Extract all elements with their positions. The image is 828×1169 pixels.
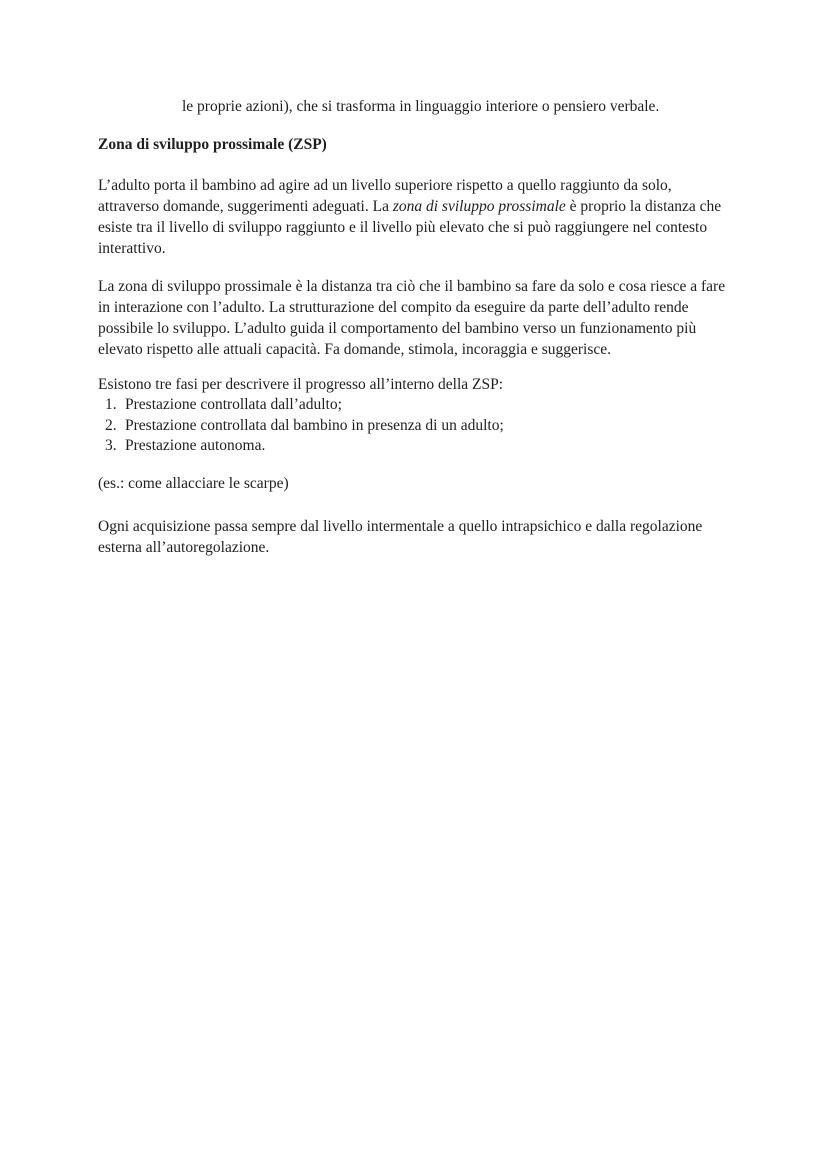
- list-item-text: Prestazione controllata dall’adulto;: [125, 396, 342, 413]
- continuation-line: le proprie azioni), che si trasforma in linguaggio interiore o pensiero verbale.: [182, 98, 660, 115]
- list-item: [98, 395, 728, 416]
- list-item-number: 2.: [105, 416, 117, 434]
- example-note: (es.: come allacciare le scarpe): [98, 474, 289, 492]
- closing-paragraph: Ogni acquisizione passa sempre dal livello intermentale a quello intrapsichico e dalla regolazione esterna all’autoregolazione.: [98, 517, 703, 556]
- list-item-text: Prestazione autonoma.: [125, 437, 266, 454]
- page-content: [0, 0, 828, 558]
- list-item-text: Prestazione controllata dal bambino in presenza di un adulto;: [125, 416, 504, 434]
- list-item-number: 3.: [105, 437, 117, 454]
- list-intro: Esistono tre fasi per descrivere il progresso all’interno della ZSP:: [98, 376, 504, 393]
- list-item-number: 1.: [105, 396, 117, 413]
- paragraph-text-after-italic: è proprio la distanza che esiste tra il livello di sviluppo raggiunto e il livello più elevato che si può raggiungere nel contesto interattivo.: [98, 198, 722, 257]
- italic-term-zsp: zona di sviluppo prossimale: [392, 198, 566, 215]
- paragraph-zsp-distance: La zona di sviluppo prossimale è la distanza tra ciò che il bambino sa fare da solo e cosa riesce a fare in interazione con l’adulto. La strutturazione del compito da eseguire da parte dell’adulto rende possibile lo sviluppo. L’adulto guida il comportamento del bambino verso un funzionamento più elevato rispetto alle attuali capacità. Fa domande, stimola, incoraggia e suggerisce.: [98, 278, 726, 358]
- paragraph-text-before-italic: L’adulto porta il bambino ad agire ad un livello superiore rispetto a quello raggiunto da solo, attraverso domande, suggerimenti adeguati. La: [98, 177, 672, 215]
- list-item: [98, 416, 728, 437]
- section-heading: Zona di sviluppo prossimale (ZSP): [98, 136, 327, 153]
- paragraph-zsp-definition: [98, 175, 728, 259]
- list-item: [98, 436, 728, 457]
- zsp-phases-list: [98, 395, 728, 457]
